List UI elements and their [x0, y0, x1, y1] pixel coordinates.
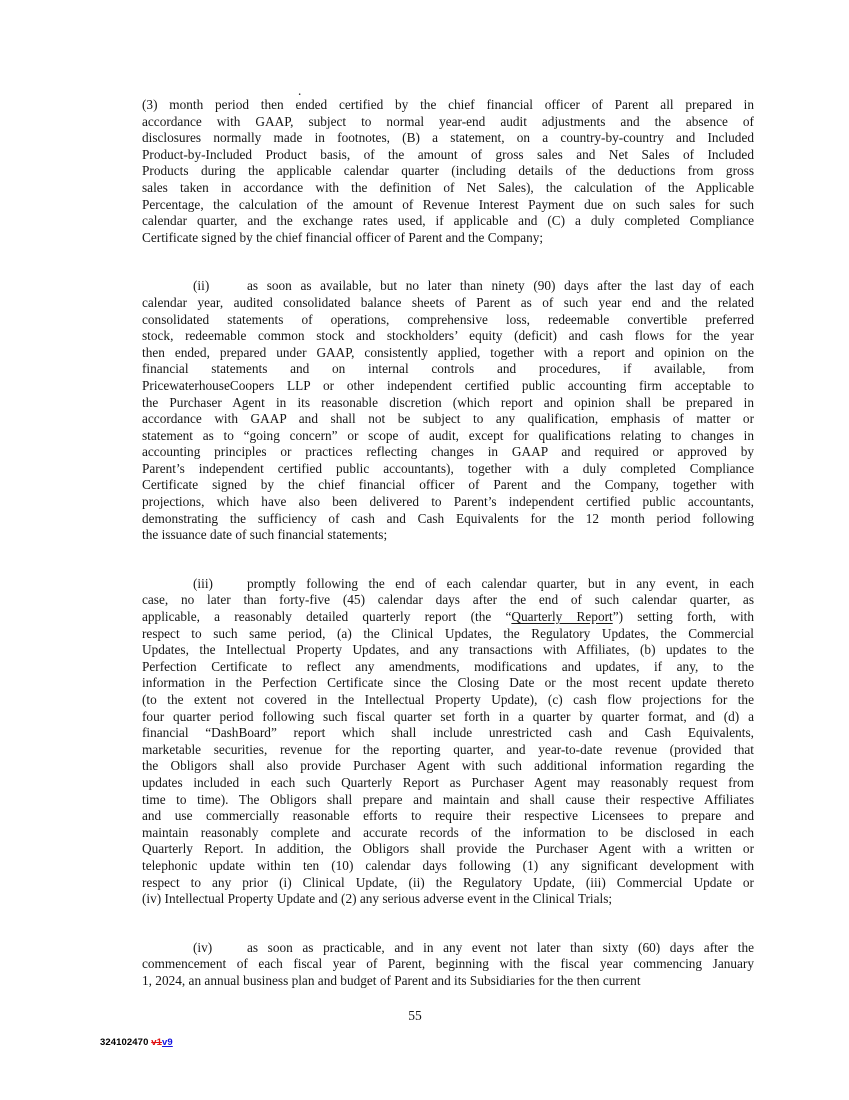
- text-line: Certificate signed by the chief financial officer of Parent and the Company;: [142, 229, 544, 245]
- text-line: (3) month period then ended certified by the chief financial officer of Parent all prepared in: [142, 97, 754, 112]
- text-line: telephonic update within ten (10) calendar days following (1) any significant development with: [142, 857, 754, 873]
- text-line: accounting principles or practices reflecting changes in GAAP and required or approved by: [142, 444, 754, 460]
- text-line: stock, redeemable common stock and stockholders’ equity (deficit) and cash flows for the year: [142, 328, 754, 344]
- text-line: (iii) promptly following the end of each calendar quarter, but in any event, in each: [193, 575, 754, 591]
- text-line: accordance with GAAP and shall not be subject to any qualification, emphasis of matter or: [142, 411, 754, 427]
- footer-deleted-version: v1: [151, 1037, 162, 1048]
- text-line: disclosures normally made in footnotes, (B) a statement, on a country-by-country and Included: [142, 130, 754, 146]
- text-line: commencement of each fiscal year of Parent, beginning with the fiscal year commencing January: [142, 956, 754, 972]
- text-line: the issuance date of such financial statements;: [142, 527, 388, 543]
- text-line: (ii) as soon as available, but no later than ninety (90) days after the last day of each: [193, 278, 754, 294]
- text-line: Products during the applicable calendar quarter (including details of the deductions from gross: [142, 163, 754, 179]
- text-line: PricewaterhouseCoopers LLP or other independent certified public accounting firm acceptable to: [142, 377, 754, 393]
- stray-dot-artifact: .: [298, 83, 302, 98]
- paragraph: [142, 576, 754, 908]
- text-line: Perfection Certificate to reflect any amendments, modifications and updates, if any, to the: [142, 658, 754, 674]
- text-line: sales taken in accordance with the definition of Net Sales), the calculation of the Applicable: [142, 179, 754, 195]
- text-line: Certificate signed by the chief financial officer of Parent and the Company, together with: [142, 477, 754, 493]
- text-line: (to the extent not covered in the Intellectual Property Update), (c) cash flow projections for the: [142, 692, 754, 707]
- footer-document-number: 324102470: [100, 1037, 149, 1048]
- clause-label: (iii): [193, 575, 213, 591]
- text-line: respect to such same period, (a) the Clinical Updates, the Regulatory Updates, the Commercial: [142, 625, 754, 641]
- text-line: Percentage, the calculation of the amount of Revenue Interest Payment due on such sales for such: [142, 196, 754, 212]
- text-line: (iv) Intellectual Property Update and (2) any serious adverse event in the Clinical Trials;: [142, 891, 613, 907]
- document-body: [142, 97, 754, 990]
- text-line: information in the Perfection Certificate since the Closing Date or the most recent update thereto: [142, 675, 754, 691]
- text-line: consolidated statements of operations, comprehensive loss, redeemable convertible preferred: [142, 311, 754, 327]
- text-line: respect to any prior (i) Clinical Update, (ii) the Regulatory Update, (iii) Commercial Update or: [142, 874, 754, 890]
- text-line: the Purchaser Agent in its reasonable discretion (which report and opinion shall be prepared in: [142, 394, 754, 410]
- text-line: accordance with GAAP, subject to normal year-end audit adjustments and the absence of: [142, 113, 754, 129]
- paragraph: [142, 940, 754, 990]
- page-number: 55: [408, 1008, 422, 1023]
- text-line: calendar year, audited consolidated balance sheets of Parent as of such year end and the related: [142, 294, 754, 310]
- paragraph: [142, 97, 754, 246]
- text-line: Parent’s independent certified public accountants), together with a duly completed Compliance: [142, 460, 754, 476]
- text-line: financial statements and on internal controls and procedures, if available, from: [142, 361, 754, 377]
- text-line: maintain reasonably complete and accurate records of the information to be disclosed in each: [142, 824, 754, 840]
- text-line: statement as to “going concern” or scope of audit, except for qualifications relating to changes in: [142, 427, 754, 443]
- text-line: then ended, prepared under GAAP, consistently applied, together with a report and opinion on the: [142, 344, 754, 360]
- text-line: financial “DashBoard” report which shall include unrestricted cash and Cash Equivalents,: [142, 725, 754, 741]
- text-line: marketable securities, revenue for the reporting quarter, and year-to-date revenue (provided that: [142, 741, 754, 757]
- text-line: time to time). The Obligors shall prepare and maintain and shall cause their respective Affiliates: [142, 791, 754, 807]
- text-line: case, no later than forty-five (45) calendar days after the end of such calendar quarter, as: [142, 592, 754, 608]
- footer-current-version: v9: [161, 1037, 173, 1048]
- text-line: applicable, a reasonably detailed quarterly report (the “Quarterly Report”) setting forth, with: [142, 609, 754, 625]
- paragraph: [142, 278, 754, 544]
- text-line: Updates, the Intellectual Property Updates, and any transactions with Affiliates, (b) updates to the: [142, 642, 754, 658]
- text-line: updates included in each such Quarterly Report as Purchaser Agent may reasonably request from: [142, 774, 754, 790]
- text-line: and use commercially reasonable efforts to require their respective Licensees to prepare and: [142, 808, 754, 824]
- text-line: Product-by-Included Product basis, of the amount of gross sales and Net Sales of Included: [142, 146, 754, 162]
- text-line: Quarterly Report. In addition, the Obligors shall provide the Purchaser Agent with a written or: [142, 841, 754, 857]
- text-line: (iv) as soon as practicable, and in any event not later than sixty (60) days after the: [193, 939, 754, 955]
- text-line: four quarter period following such fiscal quarter set forth in a quarter by quarter format, and (d) a: [142, 708, 754, 724]
- text-line: calendar quarter, and the exchange rates used, if applicable and (C) a duly completed Compliance: [142, 213, 754, 229]
- clause-label: (iv): [193, 939, 213, 955]
- text-line: projections, which have also been delivered to Parent’s independent certified public accountants,: [142, 494, 754, 510]
- text-line: the Obligors shall also provide Purchaser Agent with such additional information regarding the: [142, 758, 754, 774]
- clause-label: (ii): [193, 278, 210, 294]
- text-line: demonstrating the sufficiency of cash and Cash Equivalents for the 12 month period following: [142, 510, 754, 526]
- footer-doc-id: [100, 1037, 173, 1048]
- text-line: 1, 2024, an annual business plan and budget of Parent and its Subsidiaries for the then current: [142, 972, 641, 988]
